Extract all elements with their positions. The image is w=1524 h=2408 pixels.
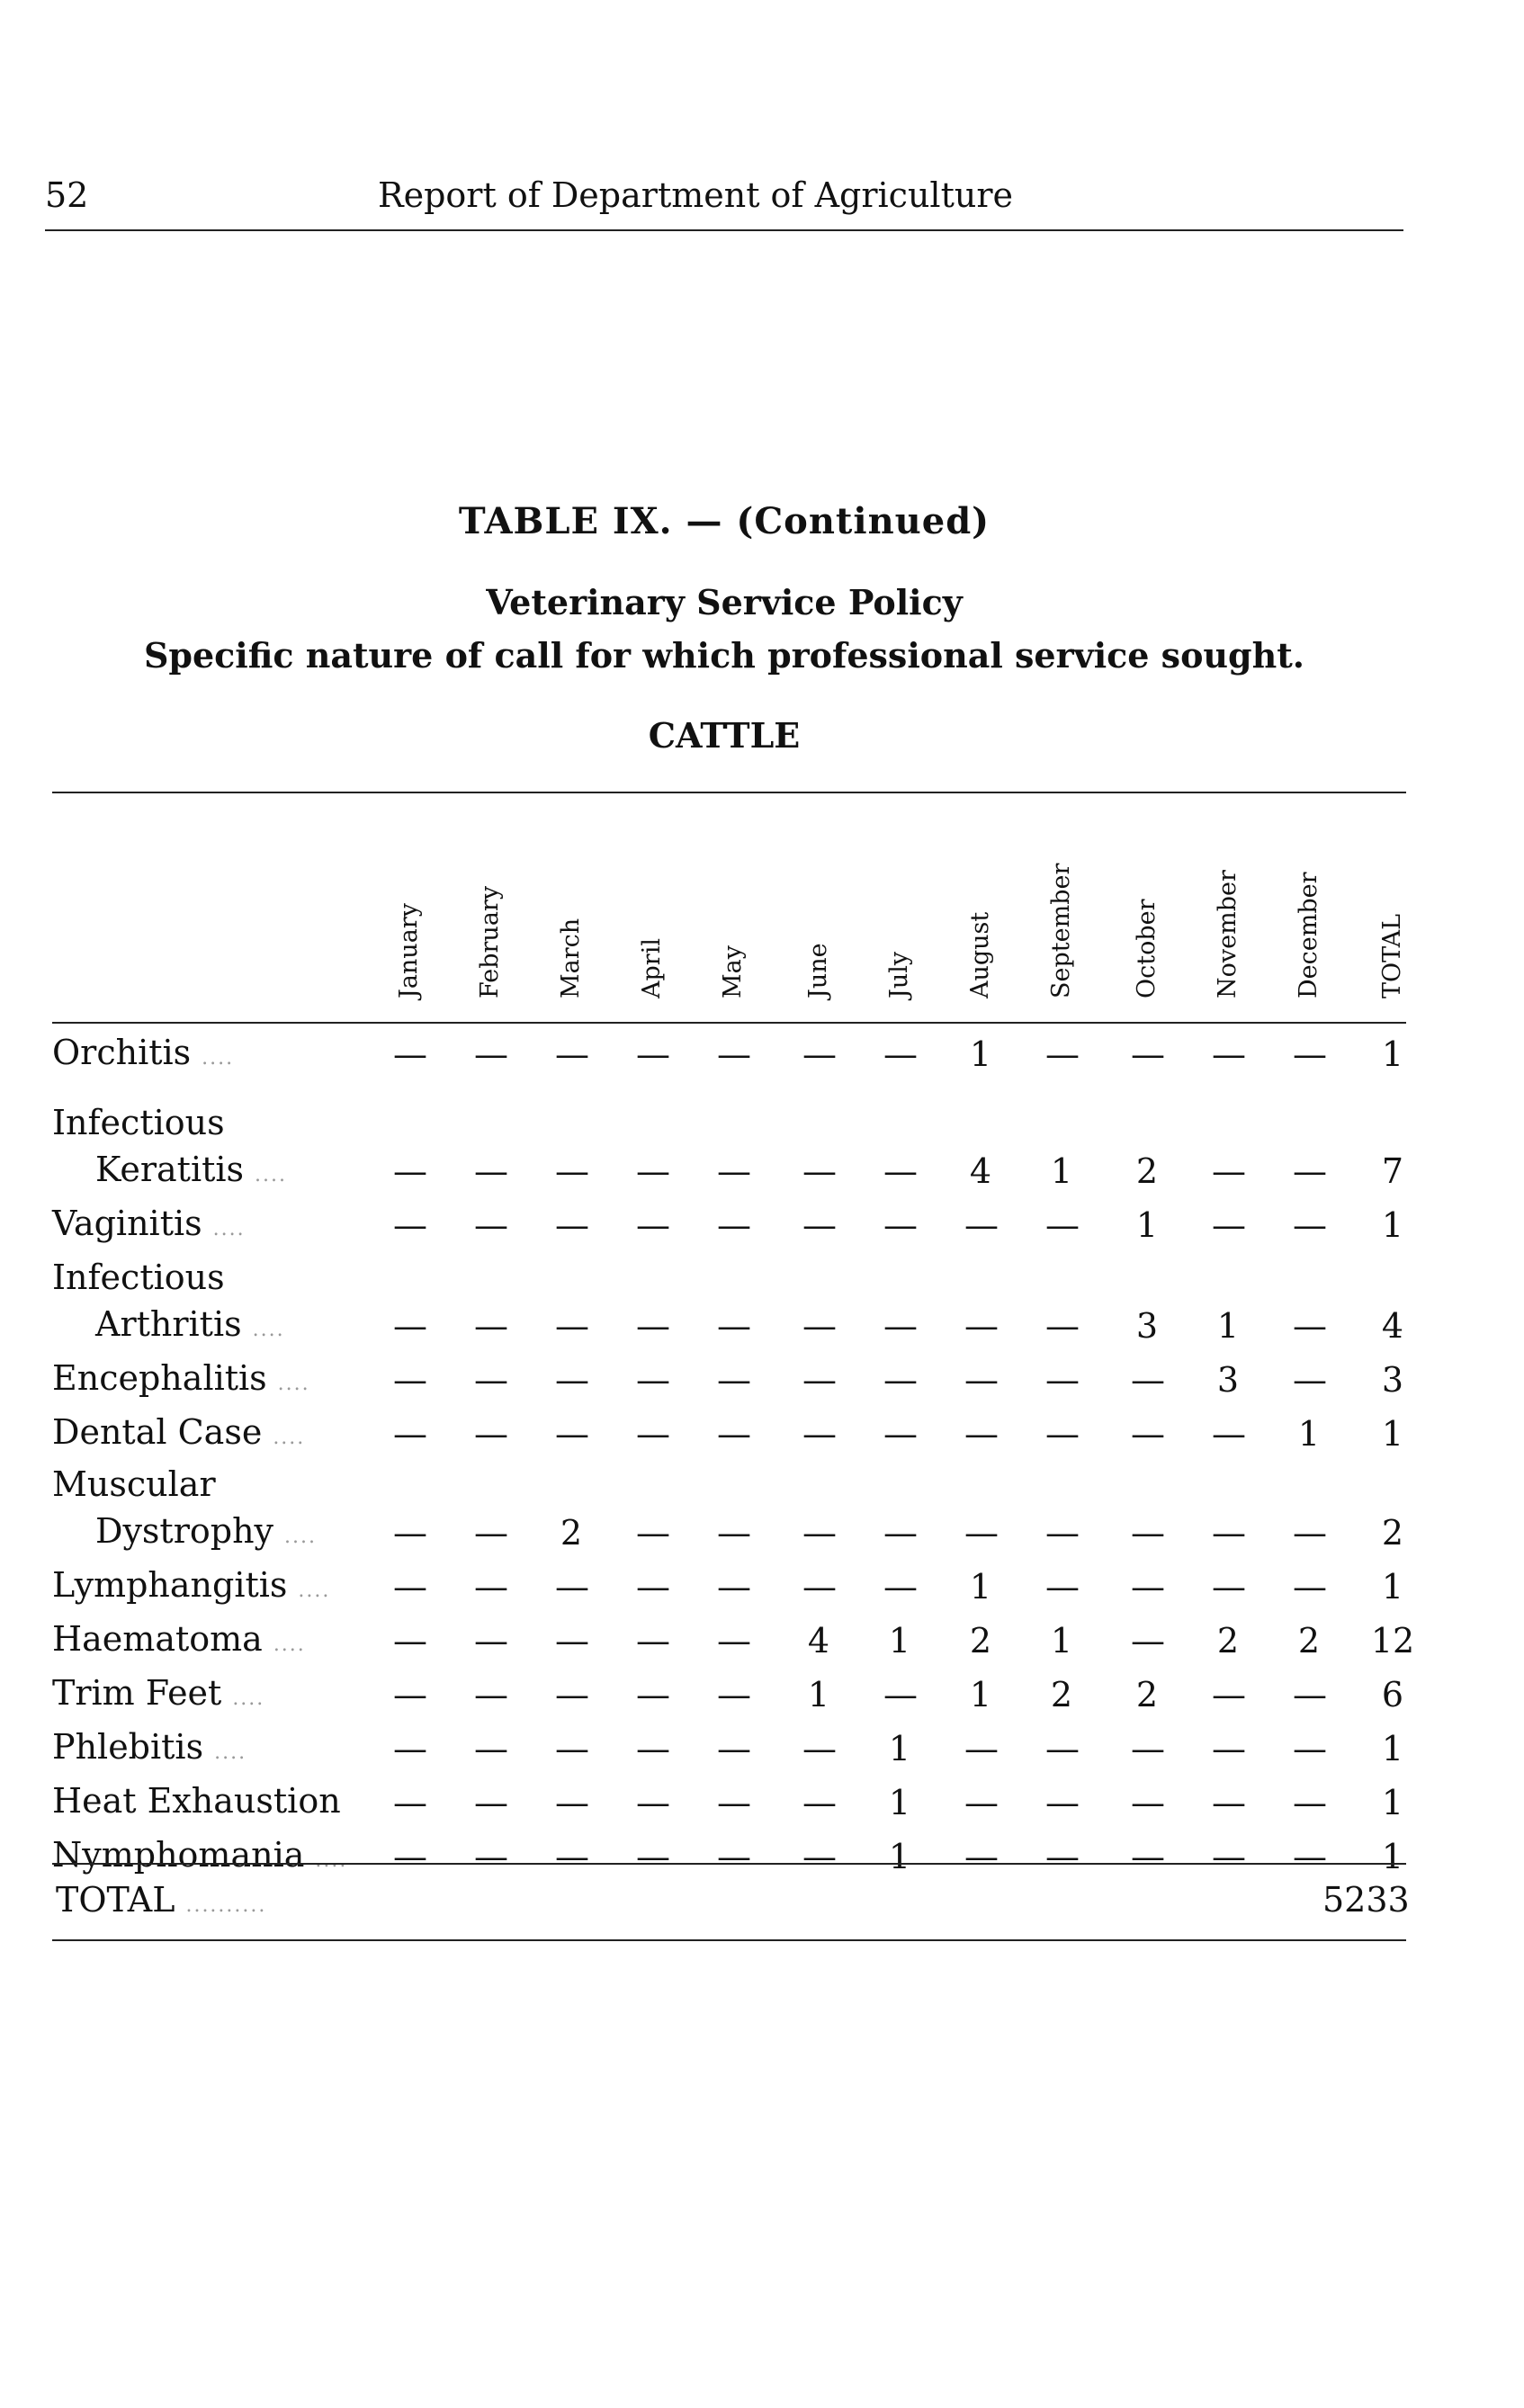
table-cell: — [883, 1306, 916, 1346]
table-cell: — [555, 1567, 587, 1607]
table-cell: — [393, 1513, 426, 1553]
row-label [52, 1781, 341, 1821]
table-cell: — [474, 1205, 507, 1245]
table-cell: 3 [1381, 1360, 1404, 1400]
row-label [52, 1033, 234, 1072]
row-label-prefix: Infectious [52, 1258, 225, 1297]
table-cell: — [393, 1729, 426, 1768]
table-cell: — [802, 1034, 835, 1074]
table-cell: — [964, 1360, 997, 1400]
table-cell: — [964, 1837, 997, 1876]
row-label-text: Orchitis [52, 1033, 192, 1072]
table-cell: 1 [1050, 1621, 1073, 1661]
table-cell: — [1045, 1729, 1078, 1768]
page-number: 52 [45, 175, 89, 215]
table-cell: — [393, 1151, 426, 1191]
leader-dots: .... [232, 1687, 265, 1710]
table-cell: 1 [1135, 1205, 1159, 1245]
table-cell: — [1212, 1205, 1244, 1245]
table-cell: — [717, 1567, 749, 1607]
row-label [52, 1673, 264, 1713]
table-cell: 7 [1381, 1151, 1404, 1191]
table-cell: — [393, 1837, 426, 1876]
table-cell: — [717, 1205, 749, 1245]
table-cell: — [802, 1837, 835, 1876]
leader-dots: .... [202, 1047, 235, 1070]
table-title-block [0, 500, 1448, 756]
row-label-text: Encephalitis [52, 1358, 267, 1398]
column-header-label: May [719, 945, 747, 998]
table-cell: — [636, 1621, 668, 1661]
table-cell: 2 [1297, 1621, 1321, 1661]
table-cell: 2 [1216, 1621, 1240, 1661]
table-cell: — [1212, 1567, 1244, 1607]
row-label-text: Trim Feet [52, 1673, 222, 1713]
table-cell: — [1131, 1837, 1163, 1876]
table-cell: — [1131, 1729, 1163, 1768]
table-cell: — [1293, 1034, 1325, 1074]
table-cell: — [393, 1414, 426, 1454]
row-label-prefix: Muscular [52, 1464, 216, 1504]
table-cell: — [717, 1151, 749, 1191]
table-cell: — [883, 1675, 916, 1714]
table-cell: — [802, 1205, 835, 1245]
column-header-label: January [395, 903, 423, 998]
table-cell: — [636, 1306, 668, 1346]
table-cell: — [717, 1675, 749, 1714]
table-cell: — [555, 1205, 587, 1245]
table-cell: — [636, 1414, 668, 1454]
table-cell: 1 [888, 1621, 911, 1661]
row-label-text: Nymphomania [52, 1835, 305, 1875]
section-title: CATTLE [648, 715, 801, 756]
table-cell: — [717, 1837, 749, 1876]
table-cell: — [474, 1729, 507, 1768]
table-cell: — [717, 1513, 749, 1553]
table-cell: — [474, 1621, 507, 1661]
table-cell: — [1212, 1675, 1244, 1714]
table-cell: — [717, 1621, 749, 1661]
table-cell: 2 [560, 1513, 583, 1553]
table-cell: — [636, 1151, 668, 1191]
table-cell: — [964, 1306, 997, 1346]
row-label-text: Vaginitis [52, 1204, 202, 1243]
table-cell: — [555, 1783, 587, 1822]
table-cell: — [474, 1837, 507, 1876]
table-cell: — [555, 1360, 587, 1400]
table-cell: 1 [1381, 1414, 1404, 1454]
table-cell: — [555, 1306, 587, 1346]
table-cell: 4 [807, 1621, 830, 1661]
table-cell: 2 [1381, 1513, 1404, 1553]
table-cell: — [802, 1513, 835, 1553]
row-label [52, 1835, 347, 1875]
table-cell: — [1293, 1360, 1325, 1400]
table-cell: 1 [1381, 1034, 1404, 1074]
table-cell: — [802, 1151, 835, 1191]
table-cell: — [636, 1783, 668, 1822]
row-label [52, 1412, 305, 1452]
table-bottom-rule [52, 1939, 1406, 1941]
table-cell: — [883, 1360, 916, 1400]
table-cell: — [474, 1567, 507, 1607]
table-cell: — [1212, 1837, 1244, 1876]
leader-dots: .... [315, 1849, 348, 1872]
table-cell: 1 [888, 1837, 911, 1876]
table-cell: 1 [1381, 1729, 1404, 1768]
column-header-label: October [1133, 899, 1161, 998]
table-cell: — [393, 1306, 426, 1346]
leader-dots: .... [212, 1218, 246, 1240]
table-cell: — [717, 1306, 749, 1346]
running-head: Report of Department of Agriculture [378, 175, 1013, 215]
table-cell: 3 [1135, 1306, 1159, 1346]
table-cell: — [555, 1151, 587, 1191]
page-header [45, 175, 1403, 231]
row-label-text: Haematoma [52, 1619, 263, 1659]
column-header-label: June [804, 943, 832, 998]
table-cell: — [555, 1675, 587, 1714]
table-cell: — [1212, 1783, 1244, 1822]
row-label [52, 1565, 330, 1605]
row-label-text: Phlebitis [52, 1727, 204, 1767]
table-cell: — [1212, 1151, 1244, 1191]
leader-dots: .... [255, 1164, 288, 1186]
table-cell: — [964, 1729, 997, 1768]
table-cell: 2 [969, 1621, 992, 1661]
table-cell: — [555, 1414, 587, 1454]
leader-dots: .... [277, 1373, 310, 1395]
table-cell: — [1293, 1675, 1325, 1714]
table-cell: — [1293, 1837, 1325, 1876]
leader-dots: .... [252, 1319, 285, 1341]
table-cell: — [1045, 1414, 1078, 1454]
table-cell: 2 [1135, 1151, 1159, 1191]
table-cell: — [883, 1205, 916, 1245]
table-cell: — [474, 1414, 507, 1454]
table-cell: — [1045, 1306, 1078, 1346]
table-cell: 1 [1216, 1306, 1240, 1346]
row-label [52, 1727, 247, 1767]
table-cell: — [1212, 1513, 1244, 1553]
table-cell: — [883, 1414, 916, 1454]
table-cell: — [1293, 1205, 1325, 1245]
table-top-rule [52, 792, 1406, 793]
leader-dots: .... [284, 1526, 317, 1548]
row-label [52, 1150, 287, 1189]
table-cell: — [717, 1414, 749, 1454]
table-cell: — [964, 1414, 997, 1454]
table-cell: — [964, 1205, 997, 1245]
table-cell: 2 [1050, 1675, 1073, 1714]
table-cell: 1 [1381, 1567, 1404, 1607]
table-cell: — [802, 1567, 835, 1607]
table-cell: — [393, 1360, 426, 1400]
table-cell: — [1131, 1414, 1163, 1454]
table-cell: — [636, 1675, 668, 1714]
table-cell: — [393, 1783, 426, 1822]
table-cell: — [883, 1034, 916, 1074]
table-cell: — [1293, 1306, 1325, 1346]
column-header-label: February [476, 885, 504, 998]
table-cell: — [1212, 1729, 1244, 1768]
table-cell: 1 [969, 1675, 992, 1714]
leader-dots: .......... [185, 1894, 267, 1917]
table-cell: — [717, 1729, 749, 1768]
table-title: TABLE IX. — (Continued) [458, 500, 991, 542]
table-cell: — [636, 1205, 668, 1245]
table-cell: 6 [1381, 1675, 1404, 1714]
table-cell: 4 [969, 1151, 992, 1191]
table-cell: — [883, 1567, 916, 1607]
table-cell: — [474, 1151, 507, 1191]
table-cell: — [636, 1513, 668, 1553]
table-cell: 4 [1381, 1306, 1404, 1346]
table-cell: — [393, 1675, 426, 1714]
table-cell: — [802, 1414, 835, 1454]
table-cell: 1 [1050, 1151, 1073, 1191]
column-header-label: July [885, 951, 913, 998]
row-label [52, 1304, 285, 1344]
table-cell: 12 [1370, 1621, 1415, 1661]
table-cell: — [1045, 1513, 1078, 1553]
table-cell: — [1212, 1414, 1244, 1454]
table-cell: — [1293, 1729, 1325, 1768]
table-cell: — [474, 1034, 507, 1074]
table-cell: — [802, 1306, 835, 1346]
table-cell: — [964, 1783, 997, 1822]
table-cell: — [393, 1567, 426, 1607]
row-label-text: Dental Case [52, 1412, 263, 1452]
table-subtitle: Veterinary Service Policy [486, 582, 963, 622]
table-cell: — [636, 1034, 668, 1074]
table-cell: — [1131, 1360, 1163, 1400]
table-cell: 1 [969, 1034, 992, 1074]
table-cell: 1 [1381, 1783, 1404, 1822]
table-cell: 1 [1381, 1205, 1404, 1245]
column-header-label: September [1047, 863, 1075, 998]
table-cell: — [1293, 1151, 1325, 1191]
table-cell: 2 [1135, 1675, 1159, 1714]
table-cell: 1 [1297, 1414, 1321, 1454]
total-value: 5233 [1322, 1880, 1410, 1920]
table-cell: — [717, 1783, 749, 1822]
table-cell: — [1212, 1034, 1244, 1074]
table-cell: — [474, 1513, 507, 1553]
table-cell: — [1045, 1034, 1078, 1074]
table-cell: — [1131, 1567, 1163, 1607]
table-cell: — [636, 1729, 668, 1768]
table-cell: — [555, 1621, 587, 1661]
table-cell: — [1045, 1360, 1078, 1400]
row-label-prefix: Infectious [52, 1103, 225, 1142]
row-label [52, 1204, 246, 1243]
table-cell: — [717, 1360, 749, 1400]
leader-dots: .... [214, 1741, 247, 1764]
row-label-text: Arthritis [95, 1304, 242, 1344]
table-cell: — [1045, 1567, 1078, 1607]
table-cell: — [964, 1513, 997, 1553]
table-cell: — [636, 1360, 668, 1400]
table-cell: — [474, 1675, 507, 1714]
table-cell: — [555, 1837, 587, 1876]
column-header-label: April [638, 938, 666, 998]
table-cell: — [393, 1034, 426, 1074]
table-cell: — [555, 1034, 587, 1074]
header-rule [52, 1022, 1406, 1024]
table-cell: — [636, 1567, 668, 1607]
table-cell: — [1293, 1783, 1325, 1822]
table-cell: 1 [969, 1567, 992, 1607]
row-label [52, 1358, 310, 1398]
table-cell: — [393, 1621, 426, 1661]
row-label-text: Dystrophy [95, 1511, 274, 1551]
table-cell: — [1131, 1513, 1163, 1553]
table-cell: — [1131, 1621, 1163, 1661]
table-cell: — [802, 1783, 835, 1822]
column-header-label: August [966, 911, 994, 998]
table-cell: — [1045, 1205, 1078, 1245]
table-cell: — [1045, 1837, 1078, 1876]
column-header-label: November [1214, 870, 1242, 998]
table-cell: — [636, 1837, 668, 1876]
row-label [52, 1619, 306, 1659]
table-cell: — [1045, 1783, 1078, 1822]
table-cell: 3 [1216, 1360, 1240, 1400]
table-cell: — [717, 1034, 749, 1074]
column-header-label: December [1295, 872, 1322, 998]
column-header-label: March [557, 918, 585, 998]
table-cell: — [393, 1205, 426, 1245]
table-cell: — [883, 1151, 916, 1191]
leader-dots: .... [298, 1580, 331, 1602]
total-rule [52, 1863, 1406, 1865]
table-cell: — [1131, 1783, 1163, 1822]
total-label [56, 1880, 266, 1920]
table-cell: — [1293, 1567, 1325, 1607]
row-label-text: Heat Exhaustion [52, 1781, 341, 1821]
table-cell: — [1293, 1513, 1325, 1553]
table-cell: — [883, 1513, 916, 1553]
table-cell: — [1131, 1034, 1163, 1074]
table-cell: 1 [888, 1729, 911, 1768]
leader-dots: .... [273, 1634, 306, 1656]
leader-dots: .... [273, 1427, 306, 1449]
table-cell: — [474, 1783, 507, 1822]
table-cell: 1 [888, 1783, 911, 1822]
row-label-text: Keratitis [95, 1150, 245, 1189]
table-cell: 1 [1381, 1837, 1404, 1876]
table-cell: — [474, 1306, 507, 1346]
row-label-text: Lymphangitis [52, 1565, 288, 1605]
table-cell: — [802, 1360, 835, 1400]
table-cell: — [555, 1729, 587, 1768]
row-label [52, 1511, 317, 1551]
table-cell: 1 [807, 1675, 830, 1714]
table-cell: — [802, 1729, 835, 1768]
table-cell: — [474, 1360, 507, 1400]
table-description: Specific nature of call for which professional service sought. [143, 635, 1305, 676]
column-header-label: TOTAL [1378, 913, 1406, 998]
total-label-text: TOTAL [56, 1880, 175, 1920]
